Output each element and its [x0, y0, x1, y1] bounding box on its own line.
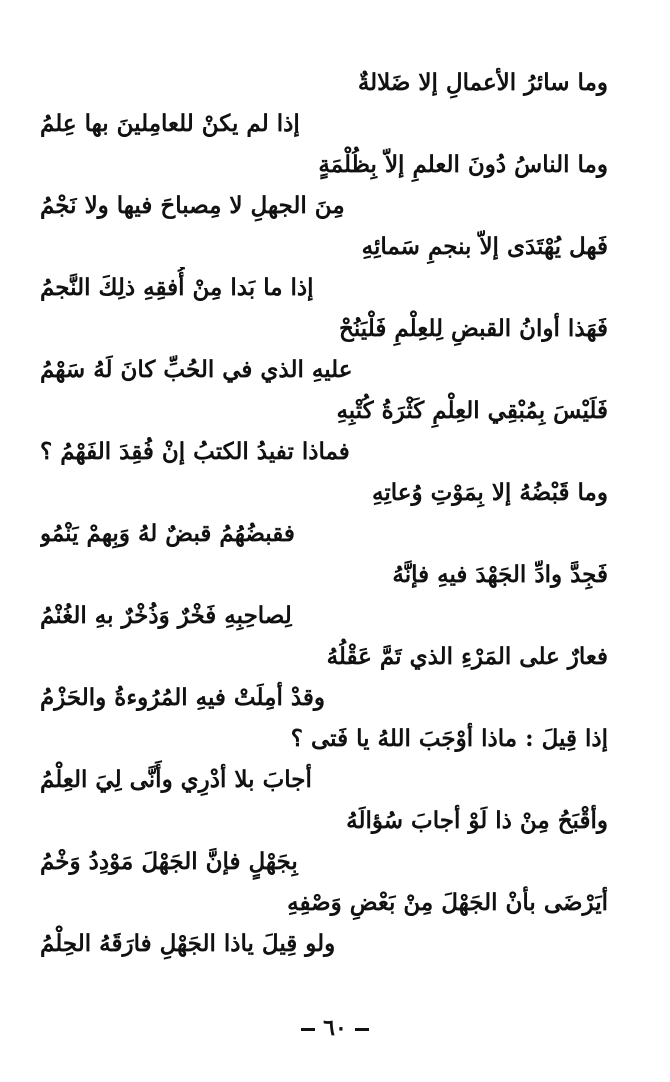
- verse-line: مِنَ الجهلِ لا مِصباحَ فيها ولا نَجْمُ: [40, 192, 345, 219]
- verse-line: فماذا تفيدُ الكتبُ إنْ فُقِدَ الفَهْمُ ؟: [40, 438, 350, 465]
- poem: [40, 62, 608, 964]
- verse-line: فَلَيْسَ بِمُبْقِي العِلْمِ كَثْرَةُ كُتْبِهِ: [336, 397, 608, 424]
- verse-line: وأقْبَحُ مِنْ ذا لَوْ أجابَ سُؤالَهُ: [346, 807, 608, 834]
- verse-line: فَجِدَّ وادِّ الجَهْدَ فيهِ فإنَّهُ: [392, 561, 608, 588]
- verse-line: وما سائرُ الأعمالِ إلا ضَلالةٌ: [357, 69, 608, 96]
- verse-line: فقبضُهُمُ قبضٌ لهُ وَبِهمْ يَنْمُو: [40, 520, 295, 547]
- page-number-text: ٦٠: [323, 1015, 347, 1041]
- verse-line: وما قَبْضُهُ إلا بِمَوْتِ وُعاتِهِ: [372, 479, 608, 506]
- verse-line: إذا لم يكنْ للعامِلينَ بها عِلمُ: [40, 110, 300, 137]
- page-number: [0, 1015, 670, 1041]
- verse-line: ولو قِيلَ ياذا الجَهْلِ فارَقَهُ الحِلْمُ: [40, 930, 336, 957]
- verse-line: وما الناسُ دُونَ العلمِ إلاّ بِظُلْمَةٍ: [318, 151, 608, 178]
- verse-line: أيَرْضَى بأنْ الجَهْلَ مِنْ بَعْضِ وَصْفِهِ: [287, 889, 608, 916]
- verse-line: فَهل يُهْتَدَى إلاّ بنجمِ سَمائِهِ: [361, 233, 608, 260]
- verse-line: بِجَهْلٍ فإنَّ الجَهْلَ مَوْدِدُ وَخْمُ: [40, 848, 298, 875]
- verse-line: إذا ما بَدا مِنْ أُفقِهِ ذلِكَ النَّجمُ: [40, 274, 314, 301]
- dash-left: [301, 1028, 315, 1031]
- verse-line: أجابَ بلا أدْرِي وأَنَّى لِيَ العِلْمُ: [40, 766, 312, 793]
- verse-line: إذا قِيلَ : ماذا أوْجَبَ اللهُ يا فَتى ؟: [290, 725, 608, 752]
- dash-right: [355, 1028, 369, 1031]
- verse-line: لِصاحِبِهِ فَخْرٌ وَذُخْرٌ بهِ الغُنْمُ: [40, 602, 292, 629]
- verse-line: وقدْ أمِلَتْ فيهِ المُرُوءةُ والحَزْمُ: [40, 684, 326, 711]
- verse-line: فَهَذا أوانُ القبضِ لِلعِلْمِ فَلْيَنُحْ: [339, 315, 608, 342]
- verse-line: فعارٌ على المَرْءِ الذي تَمَّ عَقْلُهُ: [326, 643, 608, 670]
- verse-line: عليهِ الذي في الحُبِّ كانَ لَهُ سَهْمُ: [40, 356, 353, 383]
